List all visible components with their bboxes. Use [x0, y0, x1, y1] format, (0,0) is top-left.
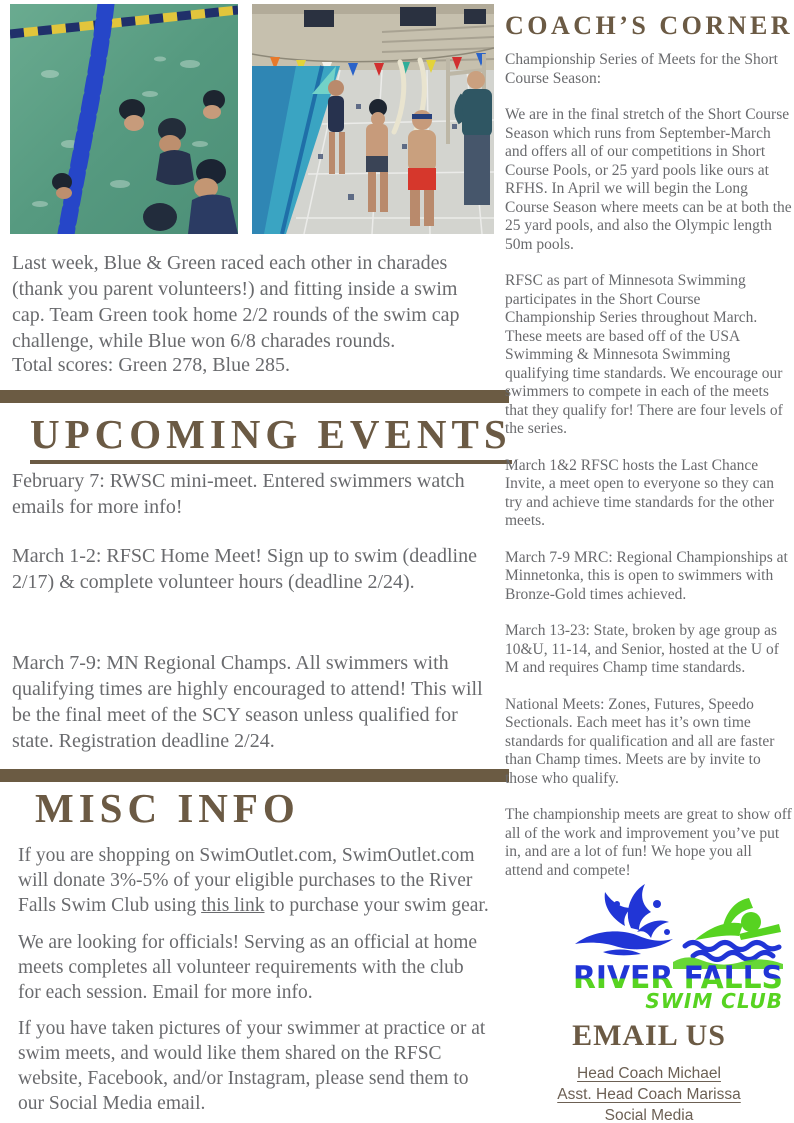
splash-icon: [575, 884, 673, 955]
photos-request-paragraph: If you have taken pictures of your swimmer at practice or at swim meets, and would like them shared on the RFSC website, Facebook, and/or Instagram, please send them to our Social Media email.: [18, 1018, 486, 1114]
total-scores-text: Total scores: Green 278, Blue 285.: [12, 354, 290, 376]
email-us-heading: EMAIL US: [572, 1019, 726, 1053]
coachs-corner-column: [505, 12, 793, 1123]
pool-swimmers-photo: [10, 4, 238, 234]
misc-info-heading: [35, 785, 300, 831]
swimmer-icon: [673, 898, 783, 969]
logo-subtext: SWIM CLUB: [645, 989, 783, 1011]
event-february-7: February 7: RWSC mini-meet. Entered swimmers watch emails for more info!: [12, 470, 465, 518]
coach-paragraph: The championship meets are great to show off all of the work and improvement you’ve put in, and are a lot of fun! We hope you all attend and compete!: [505, 806, 792, 879]
link-social-media[interactable]: Social Media: [604, 1107, 694, 1123]
photo-row: [10, 4, 494, 234]
email-links: [505, 1063, 793, 1123]
coach-paragraph: March 7-9 MRC: Regional Championships at Minnetonka, this is open to swimmers with Bronze-Gold times achieved.: [505, 548, 788, 603]
link-asst-head-coach-marissa[interactable]: Asst. Head Coach Marissa: [557, 1086, 741, 1104]
divider-bar-bottom: [0, 769, 509, 782]
coachs-corner-heading: COACH’S CORNER: [505, 11, 794, 40]
coach-paragraph: National Meets: Zones, Futures, Speedo Sectionals. Each meet has it’s own time standards for qualification and all are faster than Champ times. Meets are by invite to those who qualify.: [505, 695, 775, 787]
swimoutlet-text-before: If you are shopping on SwimOutlet.com, SwimOutlet.com will donate 3%-5% of your eligible purchases to the River Falls Swim Club using: [18, 845, 475, 916]
charades-recap-paragraph: Last week, Blue & Green raced each other in charades (thank you parent volunteers!) and fitting inside a swim cap. Team Green took home 2/2 rounds of the swim cap challenge, while Blue won 6/8 charades rounds.: [12, 252, 460, 352]
logo-wordmark: RIVER FALLS: [573, 960, 783, 997]
misc-info-title: MISC INFO: [35, 785, 300, 831]
link-head-coach-michael[interactable]: Head Coach Michael: [577, 1065, 721, 1083]
coach-paragraph: March 13-23: State, broken by age group as 10&U, 11-14, and Senior, hosted at the U of M and requires Champ time standards.: [505, 622, 779, 677]
upcoming-events-heading: [30, 411, 512, 464]
swimoutlet-text-after: to purchase your swim gear.: [264, 895, 489, 916]
divider-bar-top: [0, 390, 509, 403]
coach-paragraph: March 1&2 RFSC hosts the Last Chance Invite, a meet open to everyone so they can try and achieve time standards for the other meets.: [505, 456, 774, 530]
waves-icon: [685, 943, 779, 960]
river-falls-swim-club-logo: [573, 882, 785, 1010]
officials-paragraph: We are looking for officials! Serving as an official at home meets completes all volunteer requirements with the club for each session. Email for more info.: [18, 932, 478, 1003]
swimoutlet-paragraph: [18, 843, 492, 918]
coach-paragraph: Championship Series of Meets for the Short Course Season:: [505, 51, 778, 87]
coach-paragraph: We are in the final stretch of the Short Course Season which runs from September-March and offers all of our competitions in Short Course Pools, or 25 yard pools like ours at RFHS. In April we will begin the Long Course Season where meets can be at both the 25 yard pools, and also the Olympic length 50m pools.: [505, 106, 792, 253]
pool-deck-photo: [252, 4, 494, 234]
swimoutlet-link[interactable]: this link: [201, 895, 265, 916]
event-march-7-9: March 7-9: MN Regional Champs. All swimmers with qualifying times are highly encouraged to attend! This will be the final meet of the SCY season unless qualified for state. Registration deadline 2/24.: [12, 652, 483, 752]
coach-paragraph: RFSC as part of Minnesota Swimming participates in the Short Course Championship Series throughout March. These meets are based off of the USA Swimming & Minnesota Swimming qualifying time standards. We encourage our swimmers to compete in each of the meets that they qualify for! There are four levels of the series.: [505, 272, 783, 438]
logo-wrap: [573, 882, 793, 1015]
event-march-1-2: March 1-2: RFSC Home Meet! Sign up to swim (deadline 2/17) & complete volunteer hours (deadline 2/24).: [12, 545, 477, 593]
upcoming-events-title: UPCOMING EVENTS: [30, 414, 512, 464]
